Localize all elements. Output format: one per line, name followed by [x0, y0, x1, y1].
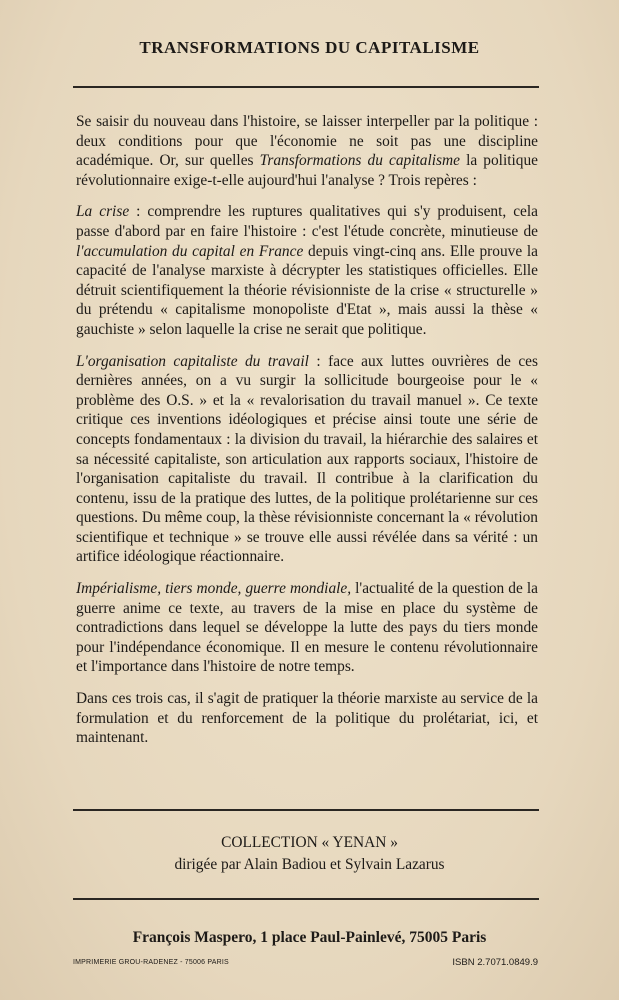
cover-title: TRANSFORMATIONS DU CAPITALISME — [139, 38, 480, 57]
collection-editors: dirigée par Alain Badiou et Sylvain Lazarus — [174, 856, 445, 873]
intro-emphasis: Transformations du capitalisme — [259, 152, 460, 170]
section-lead: La crise — [76, 203, 130, 221]
section-text: : face aux luttes ouvrières de ces dernières années, on a vu surgir la sollicitude bourgeoise pour le « problème des O.S. » et la « revalorisation du travail manuel ». Ce texte critique ces inventions idéologiques et précise ainsi toute une série de concepts fondamentaux : la division du travail, la hiérarchie des salaires et sa nécessité capitaliste, son articulation aux rapports sociaux, l'histoire de l'organisation capitaliste du travail. Il contribue à la clarification du contenu, issu de la pratique des luttes, de la politique prolétarienne sur ces questions. Du même coup, la thèse révisionniste concernant la « révolution scientifique et technique » se trouve elle aussi révélée dans sa vérité : un artifice idéologique réactionnaire. — [76, 352, 539, 566]
intro-text-2: la politique révolutionnaire exige-t-elle aujourd'hui l'analyse ? Trois repères : — [76, 152, 538, 189]
section-crise — [76, 202, 538, 339]
section-lead: Impérialisme, tiers monde, guerre mondiale, — [76, 580, 352, 598]
blurb-text — [76, 112, 538, 760]
section-text: depuis vingt-cinq ans. Elle prouve la capacité de l'analyse marxiste à décrypter les statistiques officielles. Elle détruit scientifiquement la théorie révisionniste de la crise « structurelle » du prétendu « capitalisme monopoliste d'Etat », mais aussi la thèse « gauchiste » selon laquelle la crise ne serait que politique. — [76, 242, 538, 338]
section-organisation — [76, 352, 538, 568]
divider-collection-bottom — [73, 898, 539, 900]
publisher-address: François Maspero, 1 place Paul-Painlevé, 75005 Paris — [132, 929, 487, 946]
divider-collection-top — [73, 809, 539, 811]
intro-text-1: Se saisir du nouveau dans l'histoire, se laisser interpeller par la politique : deux conditions pour que l'économie ne soit pas une discipline académique. Or, sur quelles — [76, 113, 538, 170]
collection-name: COLLECTION « YENAN » — [221, 834, 398, 851]
collection-block — [0, 832, 619, 876]
isbn-number: ISBN 2.7071.0849.9 — [452, 957, 538, 968]
section-emphasis: l'accumulation du capital en France — [76, 242, 304, 260]
conclusion-paragraph: Dans ces trois cas, il s'agit de pratiquer la théorie marxiste au service de la formulation et du renforcement de la politique du prolétariat, ici, et maintenant. — [76, 690, 538, 747]
intro-paragraph — [76, 112, 538, 190]
divider-top — [73, 86, 539, 88]
section-text: l'actualité de la question de la guerre anime ce texte, au travers de la mise en place du système de contradictions dans lequel se développe la lutte des pays du tiers monde pour l'indépendance économique. Il en mesure le contenu révolutionnaire et l'importance dans l'histoire de notre temps. — [76, 580, 538, 676]
section-imperialisme — [76, 579, 538, 677]
printer-credit: IMPRIMERIE GROU-RADENEZ - 75006 PARIS — [73, 959, 229, 966]
section-text: : comprendre les ruptures qualitatives qui s'y produisent, cela passe d'abord par en faire l'histoire : c'est l'étude concrète, minutieuse de — [76, 203, 538, 240]
section-lead: L'organisation capitaliste du travail — [76, 352, 309, 370]
